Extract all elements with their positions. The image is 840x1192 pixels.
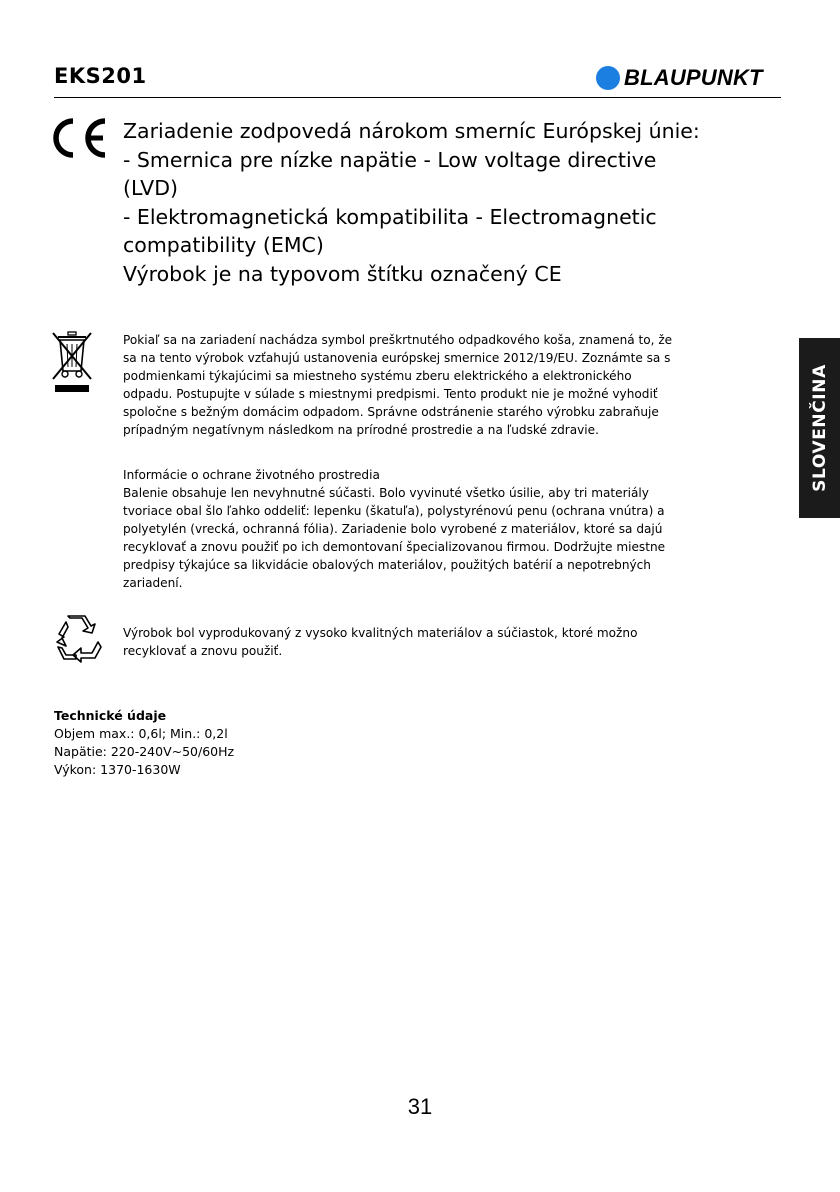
spec-voltage: Napätie: 220-240V~50/60Hz [54,744,235,759]
recycle-line: Výrobok bol vyprodukovaný z vysoko kvalitných materiálov a súčiastok, ktoré možno [123,626,638,640]
recycle-icon [52,614,104,666]
header-divider [54,97,781,98]
language-tab [799,338,840,518]
technical-title: Technické údaje [54,708,167,723]
weee-line: Pokiaľ sa na zariadení nachádza symbol preškrtnutého odpadkového koša, znamená to, že [123,333,673,347]
brand-logo [596,65,763,91]
ce-line: compatibility (EMC) [123,233,324,257]
weee-line: spoločne s bežným domácim odpadom. Správne odstránenie starého výrobku zabraňuje [123,405,659,419]
recycle-line: recyklovať a znovu použiť. [123,644,283,658]
ce-line: (LVD) [123,176,178,200]
weee-line: odpadu. Postupujte v súlade s miestnymi predpismi. Tento produkt nie je možné vyhodiť [123,387,658,401]
environment-line: recyklovať a znovu použiť po ich demontovaní špecializovanou firmou. Dodržujte miestne [123,540,666,554]
weee-line: podmienkami týkajúcimi sa miestneho systému zberu elektrického a elektronického [123,369,632,383]
weee-line: sa na tento výrobok vzťahujú ustanovenia európskej smernice 2012/19/EU. Zoznámte sa s [123,351,671,365]
crossed-bin-icon [47,329,97,395]
brand-name: BLAUPUNKT [624,65,763,90]
environment-paragraph [123,466,775,592]
spec-volume: Objem max.: 0,6l; Min.: 0,2l [54,726,228,741]
ce-line: Zariadenie zodpovedá nárokom smerníc Európskej únie: [123,119,700,143]
environment-line: tvoriace obal šlo ľahko oddeliť: lepenku (škatuľa), polystyrénovú penu (ochrana vnútra) a [123,504,665,518]
ce-line: - Smernica pre nízke napätie - Low voltage directive [123,147,657,172]
technical-data [54,707,234,779]
environment-line: polyetylén (vrecká, ochranná fólia). Zariadenie bolo vyrobené z materiálov, ktoré sa dajú [123,522,663,536]
ce-conformity-text [123,117,803,288]
language-tab-label: SLOVENČINA [809,364,830,492]
environment-line: Informácie o ochrane životného prostredia [123,468,380,482]
environment-line: predpisy týkajúce sa likvidácie obalových materiálov, použitých batérií a nepotrebných [123,558,651,572]
ce-mark-icon [52,117,110,159]
environment-line: Balenie obsahuje len nevyhnutné súčasti. Bolo vyvinuté všetko úsilie, aby tri materiály [123,486,649,500]
recycle-paragraph [123,624,775,660]
model-title: EKS201 [54,64,147,88]
ce-line: - Elektromagnetická kompatibilita - Electromagnetic [123,204,657,229]
spec-power: Výkon: 1370-1630W [54,762,181,777]
weee-line: prípadným negatívnym následkom na prírodné prostredie a na ľudské zdravie. [123,423,599,437]
environment-line: zariadení. [123,576,183,590]
page-number: 31 [407,1094,433,1119]
brand-dot-icon [596,66,620,90]
weee-paragraph [123,331,775,439]
ce-line: Výrobok je na typovom štítku označený CE [123,261,562,286]
